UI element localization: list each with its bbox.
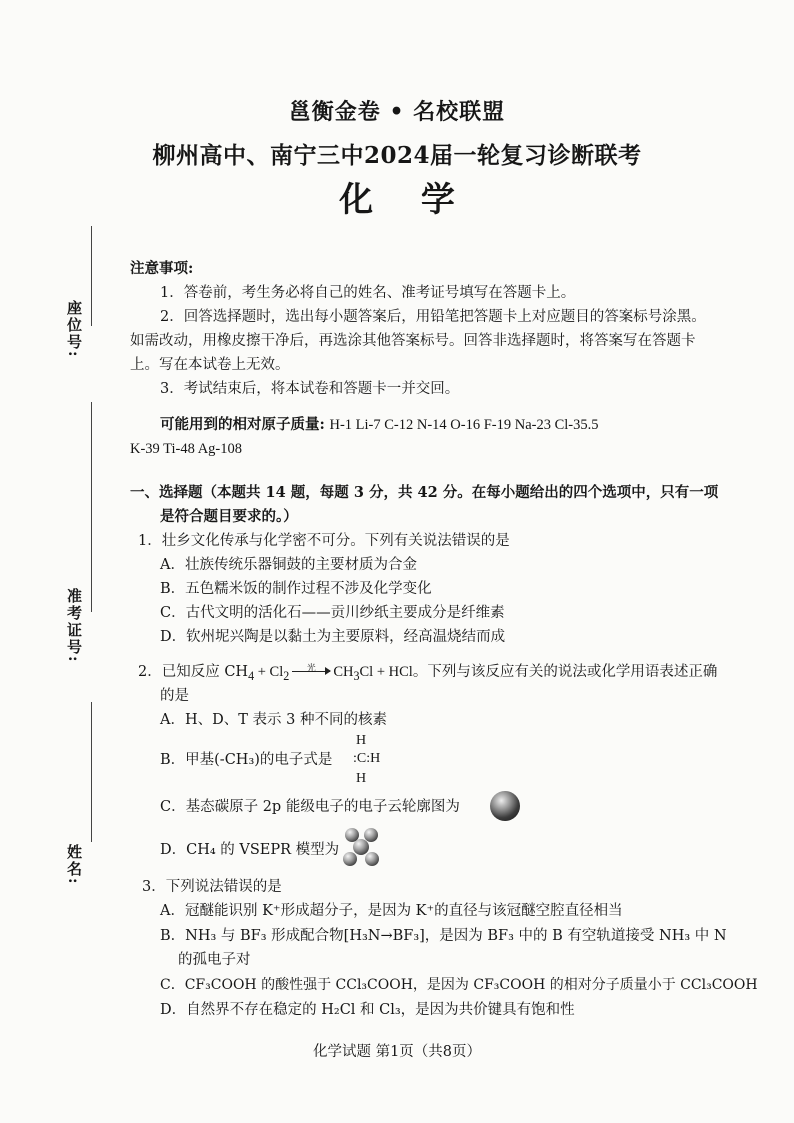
- notice-item: 2．回答选择题时，选出每小题答案后，用铅笔把答题卡上对应题目的答案标号涂黑。: [160, 309, 706, 325]
- q2-stem-text: CH: [333, 664, 354, 680]
- lewis-h-bottom: H: [356, 771, 367, 786]
- q1-stem: 1．壮乡文化传承与化学密不可分。下列有关说法错误的是: [138, 533, 510, 549]
- q2-option-d: D．CH₄ 的 VSEPR 模型为: [160, 842, 340, 858]
- subject-title: 化 学: [339, 180, 473, 220]
- atomic-masses-values-2: K-39 Ti-48 Ag-108: [130, 441, 242, 457]
- notice-item: 3．考试结束后，将本试卷和答题卡一并交回。: [160, 381, 460, 397]
- exam-series-title: 邕衡金卷 • 名校联盟: [288, 99, 506, 125]
- reaction-condition: 光: [306, 664, 316, 674]
- q2-stem-text: + Cl: [254, 664, 284, 680]
- name-label: 姓名:: [65, 844, 83, 886]
- q1-option-c: C．古代文明的活化石——贡川纱纸主要成分是纤维素: [160, 605, 505, 621]
- notice-item: 如需改动，用橡皮擦干净后，再选涂其他答案标号。回答非选择题时，将答案写在答题卡: [130, 333, 696, 349]
- name-line: [91, 702, 92, 842]
- ticket-label: 准考证号:: [65, 588, 83, 664]
- q2-sub: 3: [353, 668, 360, 683]
- q3-option-b-cont: 的孤电子对: [178, 952, 251, 968]
- atomic-masses-values: H-1 Li-7 C-12 N-14 O-16 F-19 Na-23 Cl-35.5: [329, 417, 599, 433]
- q3-option-b: B．NH₃ 与 BF₃ 形成配合物[H₃N→BF₃]，是因为 BF₃ 中的 B 有空轨道接受 NH₃ 中 N: [160, 928, 727, 944]
- notice-title: 注意事项:: [130, 260, 194, 277]
- seat-label: 座位号:: [65, 300, 83, 359]
- lewis-h-top: H: [356, 733, 367, 748]
- q2-sub: 2: [283, 668, 290, 683]
- seat-line: [91, 226, 92, 326]
- q1-option-b: B．五色糯米饭的制作过程不涉及化学变化: [160, 581, 432, 597]
- q2-stem-cont: 的是: [160, 688, 189, 704]
- atomic-masses-label: 可能用到的相对原子质量:: [160, 416, 325, 433]
- notice-item: 1．答卷前，考生务必将自己的姓名、准考证号填写在答题卡上。: [160, 285, 576, 301]
- section-heading-2: 是符合题目要求的。）: [160, 508, 298, 525]
- q1-option-a: A．壮族传统乐器铜鼓的主要材质为合金: [160, 557, 417, 573]
- q2-option-b: B．甲基(-CH₃)的电子式是: [160, 752, 333, 768]
- q2-option-a: A．H、D、T 表示 3 种不同的核素: [160, 712, 387, 728]
- p-orbital-sphere-image: [490, 791, 520, 821]
- q3-option-a: A．冠醚能识别 K⁺形成超分子，是因为 K⁺的直径与该冠醚空腔直径相当: [160, 903, 623, 919]
- page-footer: 化学试题 第1页（共8页）: [312, 1044, 482, 1060]
- exam-title: 柳州高中、南宁三中2024届一轮复习诊断联考: [152, 142, 642, 169]
- q2-sub: 4: [248, 668, 255, 683]
- section-heading: 一、选择题（本题共 14 题，每题 3 分，共 42 分。在每小题给出的四个选项中，只有一项: [130, 484, 719, 501]
- reaction-arrow: [292, 664, 330, 674]
- ticket-line: [91, 402, 92, 612]
- q3-option-d: D．自然界不存在稳定的 H₂Cl 和 Cl₃，是因为共价键具有饱和性: [160, 1002, 575, 1018]
- q1-option-d: D．钦州坭兴陶是以黏土为主要原料，经高温烧结而成: [160, 629, 506, 645]
- q3-stem: 3．下列说法错误的是: [142, 879, 282, 895]
- q2-stem-text: Cl + HCl: [359, 664, 413, 680]
- q2-stem-text: 2．已知反应 CH: [138, 664, 249, 680]
- q2-option-c: C．基态碳原子 2p 能级电子的电子云轮廓图为: [160, 799, 460, 815]
- vsepr-model-image: [340, 826, 384, 870]
- lewis-center: :C:H: [353, 751, 381, 766]
- notice-item: 上。写在本试卷上无效。: [130, 357, 290, 373]
- atomic-masses-line: [160, 415, 599, 435]
- q3-option-c: C．CF₃COOH 的酸性强于 CCl₃COOH，是因为 CF₃COOH 的相对分子质量小于 CCl₃COOH: [160, 977, 758, 993]
- q2-stem: [138, 662, 717, 686]
- q2-stem-text: 。下列与该反应有关的说法或化学用语表述正确: [412, 664, 718, 680]
